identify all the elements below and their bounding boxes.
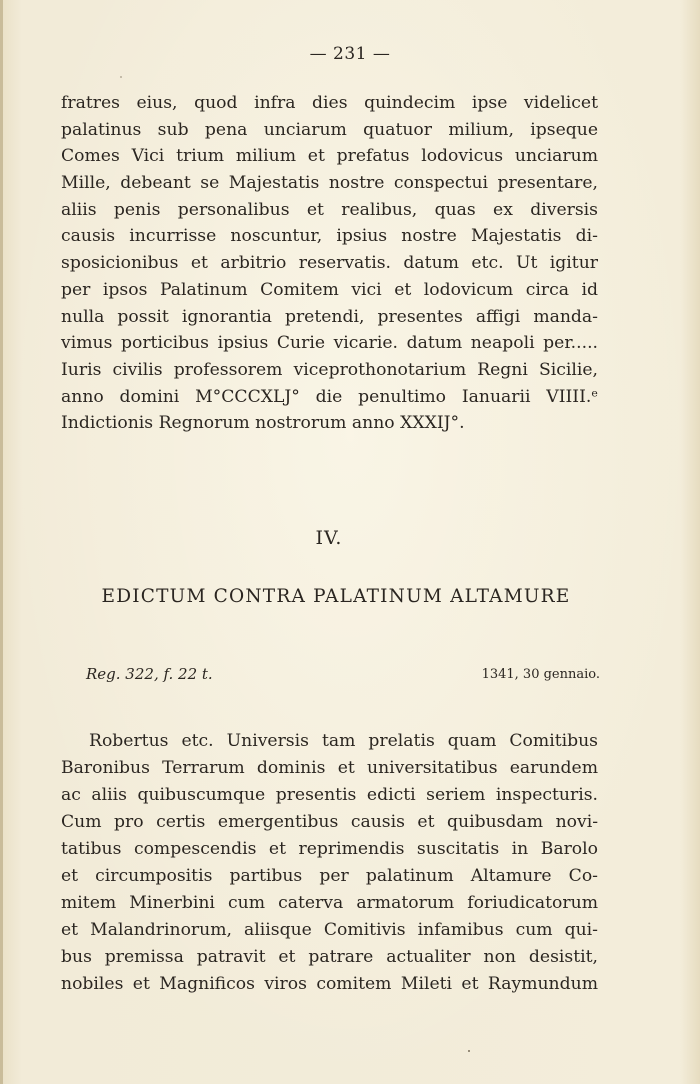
paper-speck: [120, 76, 122, 78]
document-date: 1341, 30 gennaio.: [481, 667, 600, 682]
text-line: Indictionis Regnorum nostrorum anno XXXIJ°.: [61, 413, 465, 434]
paper-speck: [468, 1050, 470, 1052]
text-line: causis incurrisse noscuntur, ipsius nostre Majestatis di-: [61, 226, 598, 247]
text-line: bus premissa patravit et patrare actualiter non desistit,: [61, 947, 598, 967]
text-line: et Malandrinorum, aliisque Comitivis infamibus cum qui-: [61, 920, 598, 940]
text-line: et circumpositis partibus per palatinum Altamure Co-: [61, 866, 598, 886]
edict-text-block: [61, 728, 598, 998]
text-line: Cum pro certis emergentibus causis et quibusdam novi-: [61, 812, 598, 832]
text-line: Robertus etc. Universis tam prelatis quam Comitibus: [89, 731, 598, 751]
text-line: ac aliis quibuscumque presentis edicti seriem inspecturis.: [61, 785, 598, 805]
text-line: mitem Minerbini cum caterva armatorum foriudicatorum: [61, 893, 598, 913]
text-line: sposicionibus et arbitrio reservatis. datum etc. Ut igitur: [61, 253, 598, 274]
text-line: Baronibus Terrarum dominis et universitatibus earundem: [61, 758, 598, 778]
text-line: anno domini M°CCCXLJ° die penultimo Ianuarii VIIII.ᵉ: [61, 386, 598, 407]
text-line: Iuris civilis professorem viceprothonotarium Regni Sicilie,: [61, 359, 598, 380]
text-line: Mille, debeant se Majestatis nostre conspectui presentare,: [61, 173, 598, 194]
text-line: aliis penis personalibus et realibus, quas ex diversis: [61, 199, 598, 220]
continued-text-block: [61, 90, 598, 437]
text-line: per ipsos Palatinum Comitem vici et lodovicum circa id: [61, 279, 598, 300]
text-line: nobiles et Magnificos viros comitem Mileti et Raymundum: [61, 974, 598, 994]
text-line: Comes Vici trium milium et prefatus lodovicus unciarum: [61, 146, 598, 167]
text-line: tatibus compescendis et reprimendis suscitatis in Barolo: [61, 839, 598, 859]
text-line: palatinus sub pena unciarum quatuor milium, ipseque: [61, 119, 598, 140]
section-number: IV.: [315, 527, 343, 549]
text-line: fratres eius, quod infra dies quindecim ipse videlicet: [61, 93, 598, 113]
page-number: — 231 —: [309, 44, 391, 64]
section-title: EDICTUM CONTRA PALATINUM ALTAMURE: [101, 586, 571, 607]
register-reference: Reg. 322, f. 22 t.: [86, 665, 213, 683]
text-line: nulla possit ignorantia pretendi, presentes affigi manda-: [61, 306, 598, 327]
text-line: vimus porticibus ipsius Curie vicarie. datum neapoli per.....: [61, 333, 598, 354]
